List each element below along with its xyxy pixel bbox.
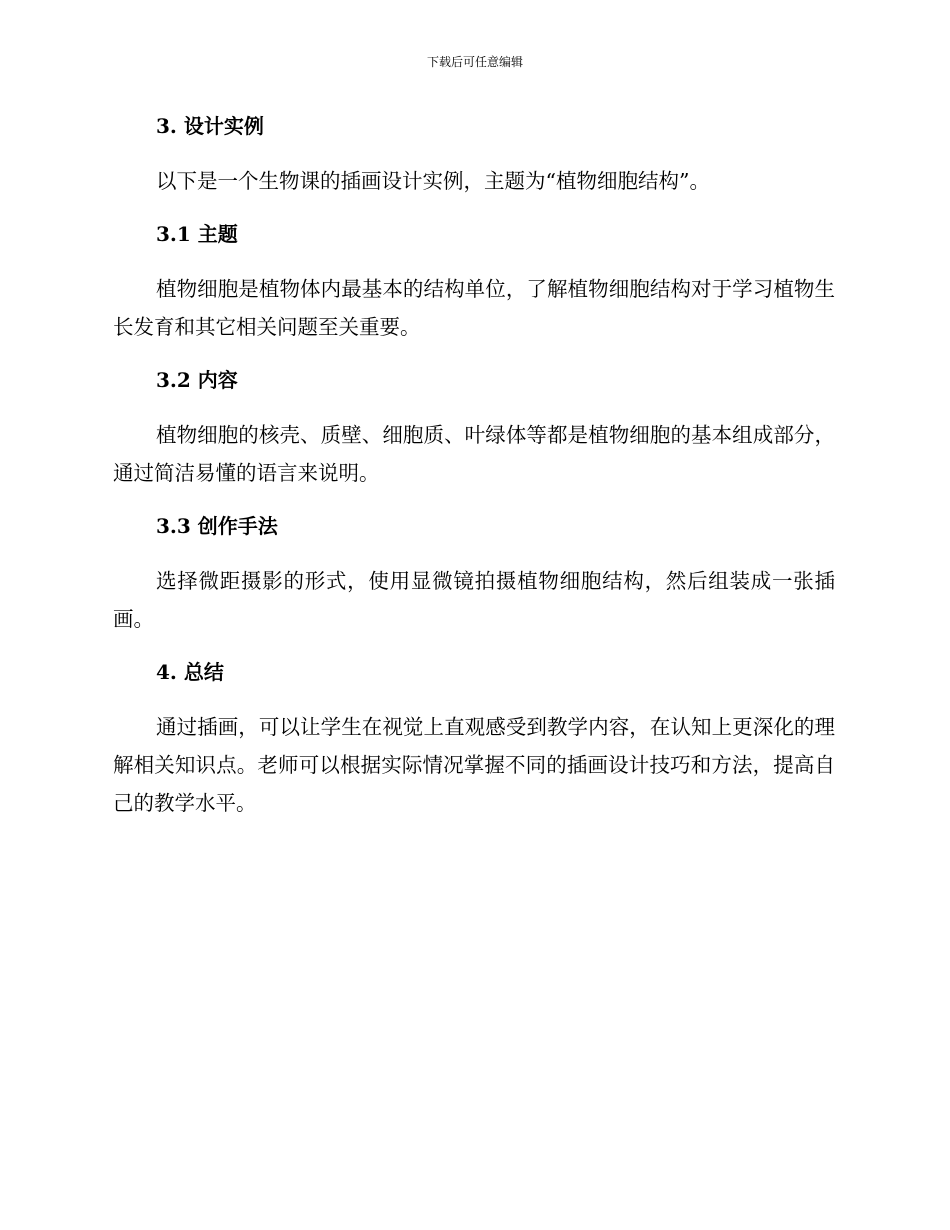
paragraph-summary: 通过插画，可以让学生在视觉上直观感受到教学内容，在认知上更深化的理解相关知识点。老师可以根据实际情况掌握不同的插画设计技巧和方法，提高自己的教学水平。 [113, 715, 835, 815]
section-heading-summary: 4. 总结 [156, 660, 224, 684]
paragraph-technique: 选择微距摄影的形式，使用显微镜拍摄植物细胞结构，然后组装成一张插画。 [113, 569, 835, 631]
section-heading-design-example: 3. 设计实例 [156, 114, 264, 138]
paragraph-content: 植物细胞的核壳、质壁、细胞质、叶绿体等都是植物细胞的基本组成部分，通过简洁易懂的语言来说明。 [113, 423, 835, 485]
paragraph-design-example: 以下是一个生物课的插画设计实例，主题为“植物细胞结构”。 [156, 169, 710, 193]
section-heading-theme: 3.1 主题 [156, 222, 238, 246]
document-body [113, 110, 835, 840]
paragraph-theme: 植物细胞是植物体内最基本的结构单位，了解植物细胞结构对于学习植物生长发育和其它相关问题至关重要。 [113, 277, 835, 339]
section-heading-technique: 3.3 创作手法 [156, 514, 278, 538]
header-note: 下载后可任意编辑 [426, 55, 523, 69]
section-heading-content: 3.2 内容 [156, 368, 238, 392]
